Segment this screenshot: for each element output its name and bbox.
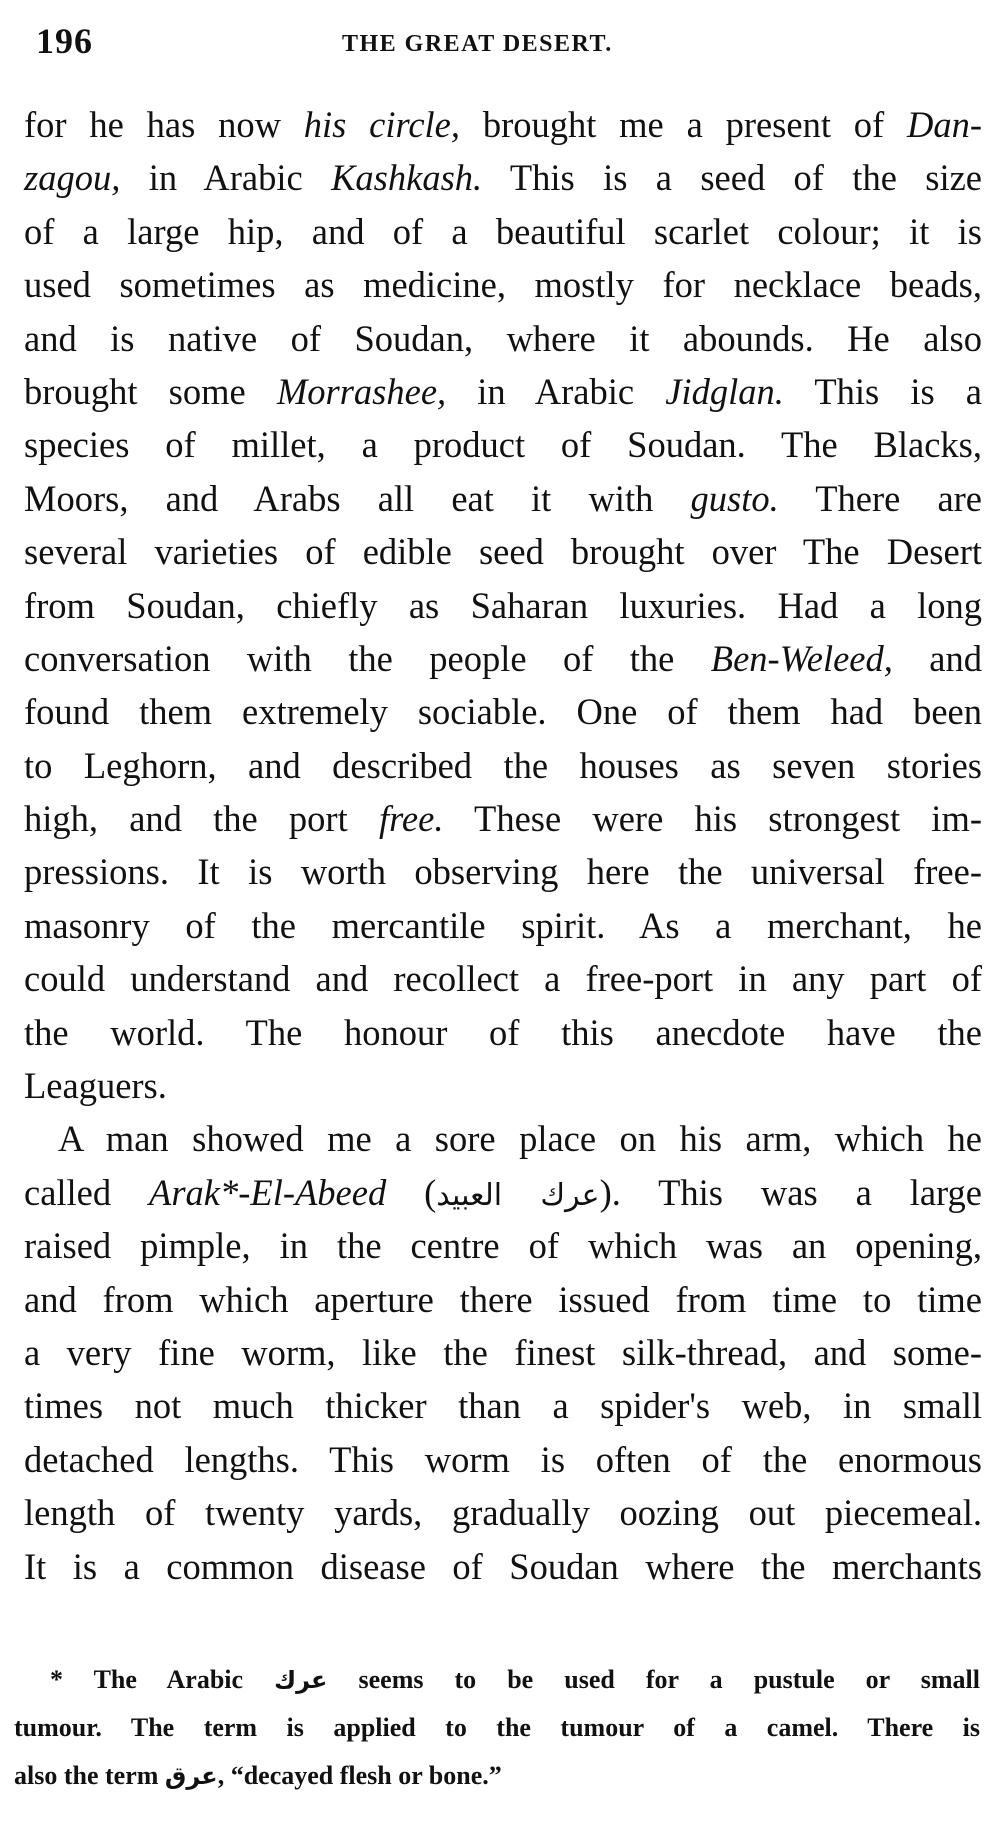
text-run: brought some xyxy=(24,370,277,412)
italic-phrase: free. xyxy=(378,798,444,840)
text-line xyxy=(24,792,982,845)
text-run: and xyxy=(892,637,982,679)
text-run: called xyxy=(24,1171,150,1213)
paragraph-end-line: Leaguers. xyxy=(24,1065,167,1107)
body-text xyxy=(24,98,982,1593)
text-run: This is a xyxy=(783,370,983,412)
text-run: ( xyxy=(386,1171,437,1213)
text-line: a very fine worm, like the finest silk-thread, and some- xyxy=(24,1331,982,1373)
text-run: in Arabic xyxy=(446,370,666,412)
text-line xyxy=(24,632,982,685)
text-line xyxy=(24,1166,982,1219)
page-number: 196 xyxy=(36,21,93,61)
italic-phrase: Jidglan. xyxy=(665,370,784,412)
text-line xyxy=(24,472,982,525)
text-run: There are xyxy=(778,477,982,519)
text-line: species of millet, a product of Soudan. The Blacks, xyxy=(24,424,982,466)
text-run: conversation with the people of the xyxy=(24,637,711,679)
text-line xyxy=(24,151,982,204)
text-run: ). This was a large xyxy=(599,1171,982,1213)
text-line: detached lengths. This worm is often of the enormous xyxy=(24,1438,982,1480)
footnote xyxy=(14,1656,980,1800)
text-run: also the term xyxy=(14,1761,165,1790)
text-line xyxy=(24,98,982,151)
text-line: found them extremely sociable. One of them had been xyxy=(24,691,982,733)
paragraph-start-line: A man showed me a sore place on his arm, which he xyxy=(58,1118,982,1160)
text-line xyxy=(24,365,982,418)
text-line: several varieties of edible seed brought over The Desert xyxy=(24,531,982,573)
page-header xyxy=(32,18,980,64)
text-run: for he has now xyxy=(24,104,304,145)
text-line: pressions. It is worth observing here the universal free- xyxy=(24,851,982,893)
text-line: It is a common disease of Soudan where the merchants xyxy=(24,1545,982,1587)
arabic-phrase: عرك العبيد xyxy=(436,1177,600,1213)
text-line: raised pimple, in the centre of which was an opening, xyxy=(24,1225,982,1267)
italic-phrase: gusto. xyxy=(690,477,779,519)
text-run: , “decayed flesh or bone.” xyxy=(217,1761,502,1790)
italic-phrase: Kashkash. xyxy=(331,157,483,199)
italic-phrase: Arak*-El-Abeed xyxy=(149,1171,387,1213)
italic-phrase: Morrashee, xyxy=(276,370,447,412)
text-line: of a large hip, and of a beautiful scarlet colour; it is xyxy=(24,210,982,252)
footnote-line: tumour. The term is applied to the tumour of a camel. There is xyxy=(14,1713,980,1742)
text-line: the world. The honour of this anecdote have the xyxy=(24,1011,982,1053)
text-line: to Leghorn, and described the houses as seven stories xyxy=(24,744,982,786)
text-line: could understand and recollect a free-port in any part of xyxy=(24,958,982,1000)
text-run: brought me a present of xyxy=(460,104,907,145)
footnote-line xyxy=(14,1752,980,1800)
text-run: * The Arabic xyxy=(50,1665,275,1694)
text-line: masonry of the mercantile spirit. As a merchant, he xyxy=(24,904,982,946)
italic-phrase: Dan- xyxy=(906,104,982,145)
italic-phrase: zagou, xyxy=(24,157,121,199)
text-line: from Soudan, chiefly as Saharan luxuries. Had a long xyxy=(24,584,982,626)
italic-phrase: his circle, xyxy=(303,104,461,145)
arabic-word: عرق xyxy=(164,1762,218,1790)
text-run: high, and the port xyxy=(24,798,379,840)
text-run: These were his strongest im- xyxy=(443,798,982,840)
text-line: and from which aperture there issued from time to time xyxy=(24,1278,982,1320)
text-run: Moors, and Arabs all eat it with xyxy=(24,477,691,519)
italic-phrase: Ben-Weleed, xyxy=(710,637,893,679)
text-line: and is native of Soudan, where it abounds. He also xyxy=(24,317,982,359)
text-line: times not much thicker than a spider's web, in small xyxy=(24,1385,982,1427)
arabic-word: عرك xyxy=(274,1666,328,1694)
text-run: seems to be used for a pustule or small xyxy=(327,1665,981,1694)
footnote-line xyxy=(14,1656,980,1704)
text-line: used sometimes as medicine, mostly for necklace beads, xyxy=(24,264,982,306)
running-title: THE GREAT DESERT. xyxy=(342,31,613,57)
text-run: This is a seed of the size xyxy=(482,157,982,199)
text-run: in Arabic xyxy=(120,157,332,199)
text-line: length of twenty yards, gradually oozing out piecemeal. xyxy=(24,1492,982,1534)
